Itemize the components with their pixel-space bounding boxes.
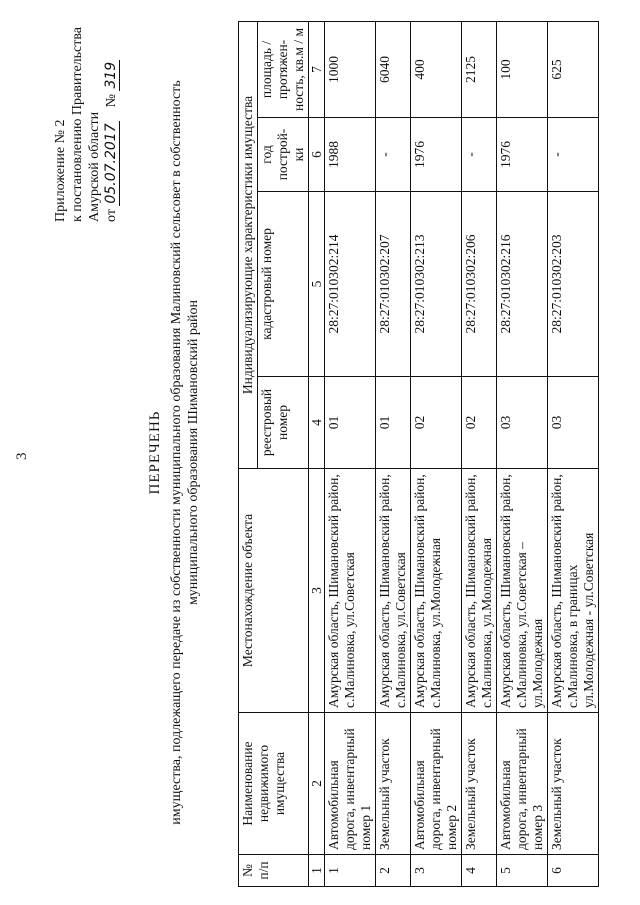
header-name: Наименование недвижимого имущества [239, 713, 309, 855]
subtitle-line: муниципального образования Шимановский район [186, 299, 201, 606]
header-characteristics: Индивидуализирующие характеристики имущества [239, 21, 258, 468]
appendix-line: Амурской области [87, 111, 102, 222]
property-table [238, 21, 599, 887]
cell-num: 1 [325, 855, 376, 887]
appendix-line: к постановлению Правительства [70, 26, 85, 222]
column-number: 4 [309, 377, 325, 469]
column-number-row [309, 21, 325, 886]
handwritten-date: 05.07.2017 [103, 123, 119, 204]
cell-registry: 03 [548, 377, 599, 469]
cell-area: 400 [411, 21, 462, 117]
cell-name: Автомобильная дорога, инвентарный номер 1 [325, 713, 376, 855]
cell-name: Земельный участок [548, 713, 599, 855]
page-number: 3 [14, 452, 30, 460]
table-row [497, 21, 548, 886]
cell-cadastral: 28:27:010302:214 [325, 192, 376, 377]
column-number: 3 [309, 469, 325, 713]
cell-registry: 01 [376, 377, 411, 469]
header-area: площадь / протяжен-ность, кв.м / м [258, 21, 309, 117]
handwritten-number: 319 [103, 61, 119, 89]
cell-location: Амурская область, Шимановский район, с.Малиновка, ул.Молодежная [462, 469, 497, 713]
cell-area: 2125 [462, 21, 497, 117]
header-registry: реестровый номер [258, 377, 309, 469]
number-prefix: № [104, 94, 119, 108]
cell-year: - [376, 118, 411, 192]
cell-location: Амурская область, Шимановский район, с.Малиновка, ул.Молодежная [411, 469, 462, 713]
appendix-line: Приложение № 2 [53, 119, 68, 222]
cell-name: Земельный участок [462, 713, 497, 855]
cell-location: Амурская область, Шимановский район, с.Малиновка, ул.Советская – ул.Молодежная [497, 469, 548, 713]
date-prefix: от [104, 209, 119, 222]
cell-num: 6 [548, 855, 599, 887]
cell-location: Амурская область, Шимановский район, с.Малиновка, в границах ул.Молодежная - ул.Советская [548, 469, 599, 713]
cell-registry: 02 [462, 377, 497, 469]
column-number: 5 [309, 192, 325, 377]
cell-name: Автомобильная дорога, инвентарный номер 3 [497, 713, 548, 855]
column-number: 6 [309, 118, 325, 192]
cell-num: 3 [411, 855, 462, 887]
table-row [411, 21, 462, 886]
document-subtitle [168, 0, 202, 905]
document-title: ПЕРЕЧЕНЬ [147, 410, 163, 495]
cell-num: 4 [462, 855, 497, 887]
table-row [462, 21, 497, 886]
cell-location: Амурская область, Шимановский район, с.Малиновка, ул.Советская [376, 469, 411, 713]
cell-cadastral: 28:27:010302:216 [497, 192, 548, 377]
cell-area: 100 [497, 21, 548, 117]
header-location: Местонахождение объекта [239, 469, 309, 713]
header-num: № п/п [239, 855, 309, 887]
column-number: 2 [309, 713, 325, 855]
cell-cadastral: 28:27:010302:203 [548, 192, 599, 377]
column-number: 7 [309, 21, 325, 117]
cell-name: Автомобильная дорога, инвентарный номер 2 [411, 713, 462, 855]
table-row [325, 21, 376, 886]
header-year: год построй-ки [258, 118, 309, 192]
cell-year: - [548, 118, 599, 192]
cell-registry: 01 [325, 377, 376, 469]
cell-year: 1976 [411, 118, 462, 192]
cell-cadastral: 28:27:010302:207 [376, 192, 411, 377]
cell-area: 6040 [376, 21, 411, 117]
column-number: 1 [309, 855, 325, 887]
cell-location: Амурская область, Шимановский район, с.Малиновка, ул.Советская [325, 469, 376, 713]
cell-num: 5 [497, 855, 548, 887]
appendix-date-line [103, 12, 120, 222]
cell-year: - [462, 118, 497, 192]
cell-name: Земельный участок [376, 713, 411, 855]
appendix-block [52, 12, 120, 222]
cell-registry: 02 [411, 377, 462, 469]
cell-num: 2 [376, 855, 411, 887]
subtitle-line: имущества, подлежащего передаче из собственности муниципального образования Малиновский сельсовет в собственность [169, 80, 184, 825]
cell-cadastral: 28:27:010302:213 [411, 192, 462, 377]
header-cadastral: кадастровый номер [258, 192, 309, 377]
table-row [376, 21, 411, 886]
cell-cadastral: 28:27:010302:206 [462, 192, 497, 377]
cell-registry: 03 [497, 377, 548, 469]
cell-year: 1988 [325, 118, 376, 192]
table-row [548, 21, 599, 886]
cell-area: 625 [548, 21, 599, 117]
cell-year: 1976 [497, 118, 548, 192]
cell-area: 1000 [325, 21, 376, 117]
